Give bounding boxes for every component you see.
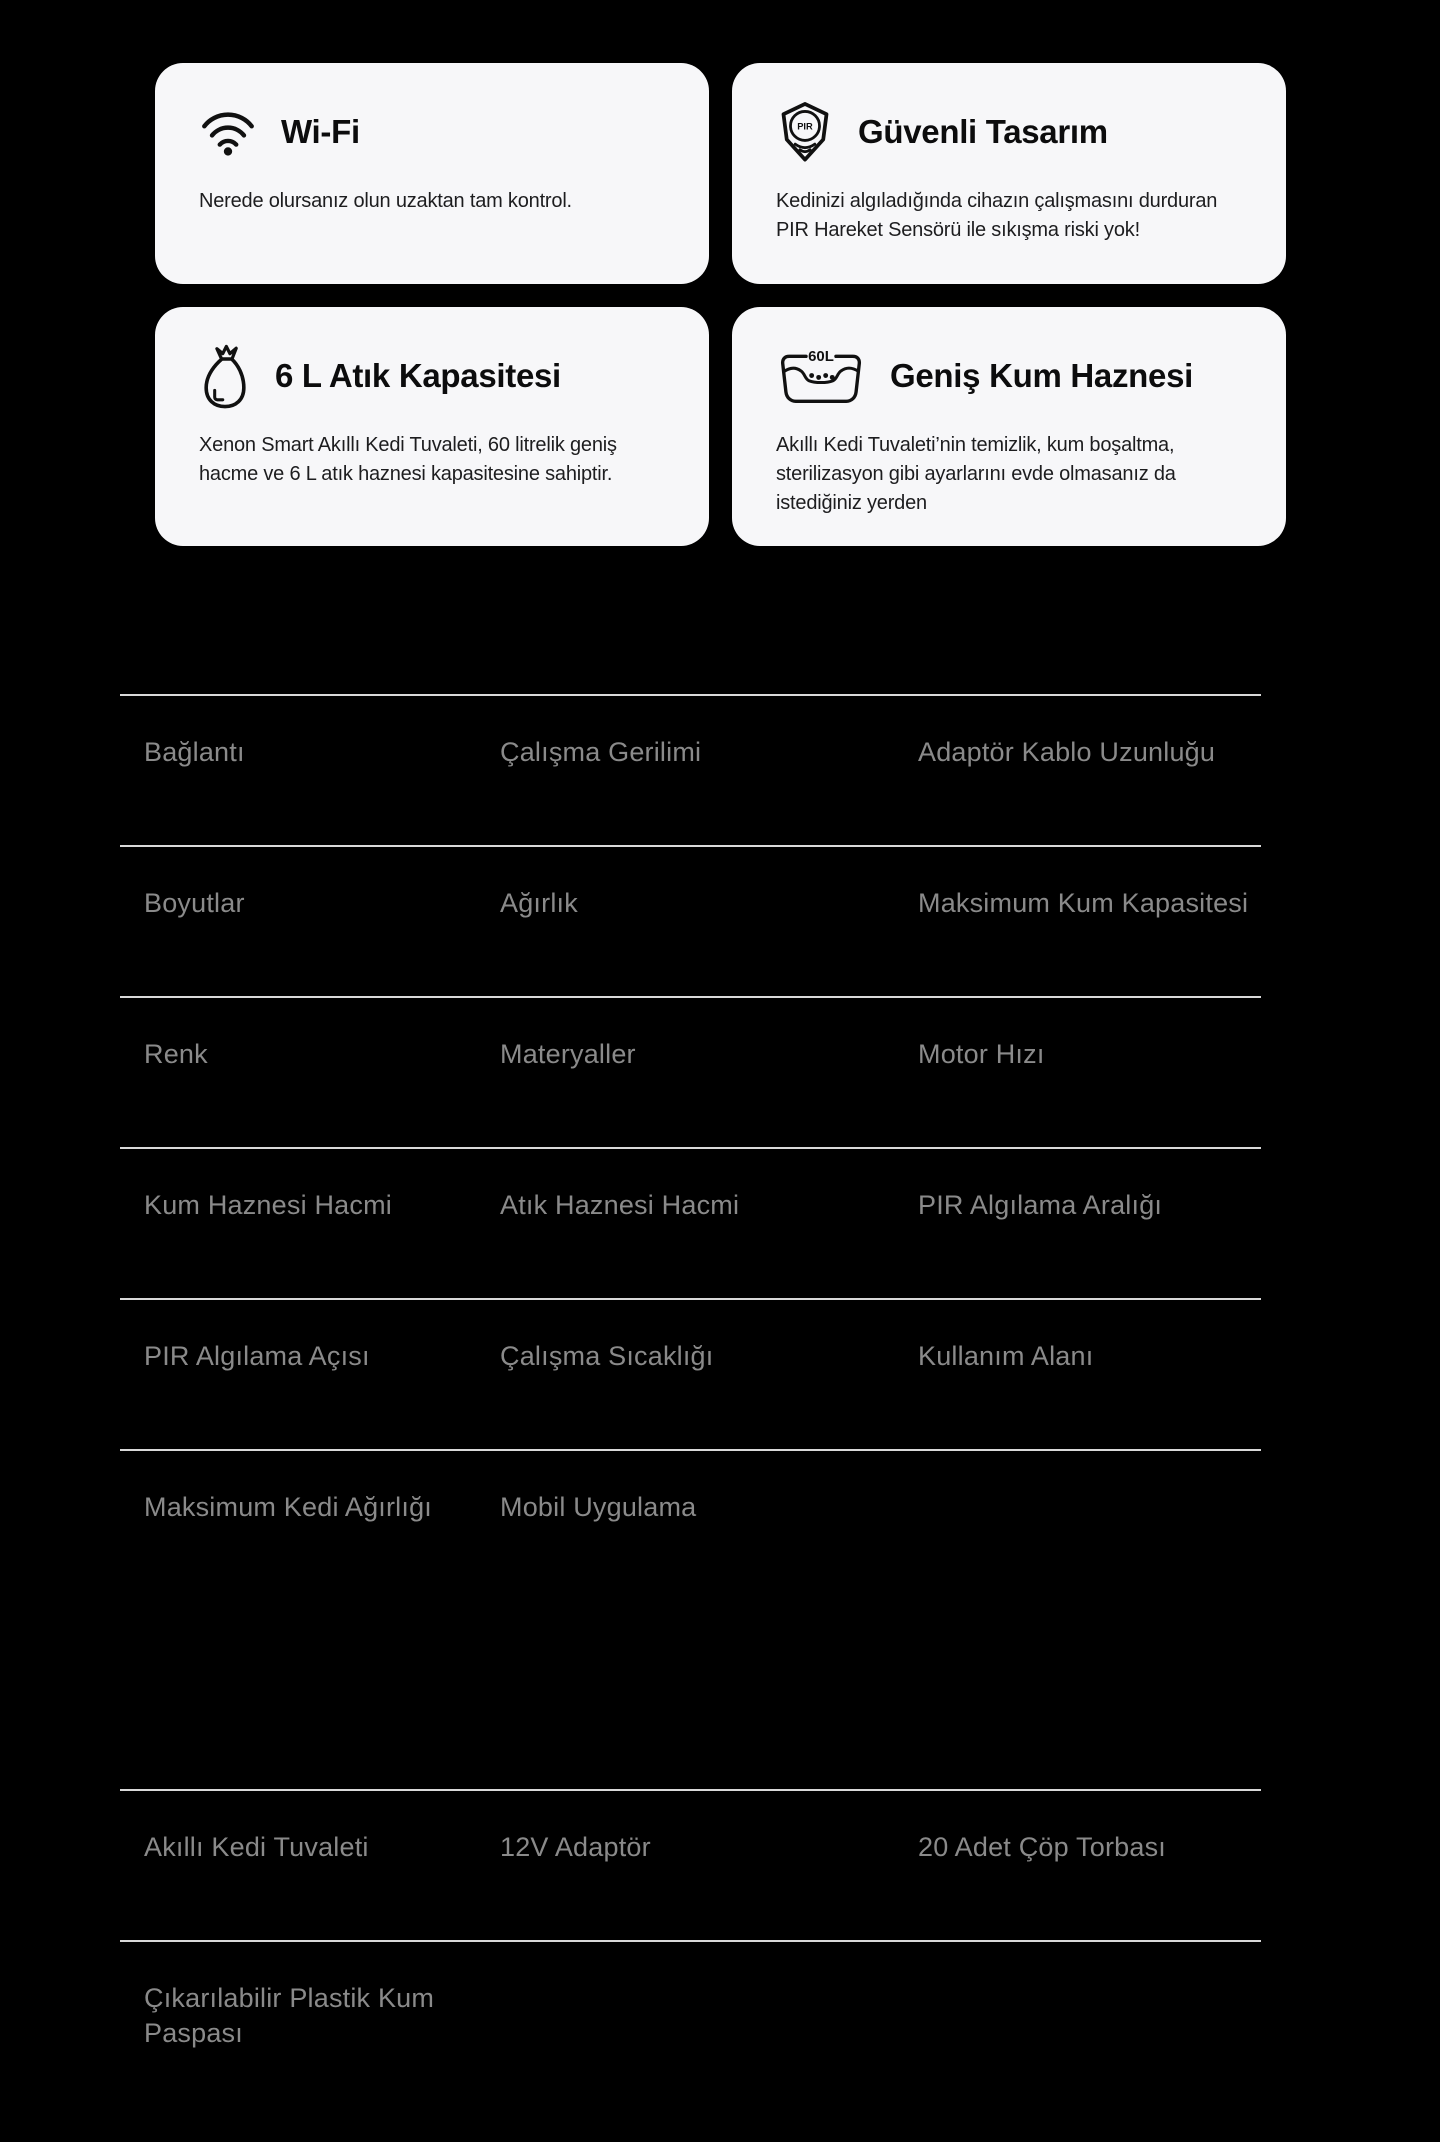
feature-card-title: 6 L Atık Kapasitesi bbox=[275, 357, 561, 394]
feature-card-header bbox=[776, 93, 1242, 171]
feature-card-wifi bbox=[155, 63, 709, 284]
spec-row-materials bbox=[120, 996, 1261, 1147]
spec-label: Kullanım Alanı bbox=[918, 1341, 1094, 1371]
spec-row-dimensions bbox=[120, 845, 1261, 996]
spec-label: Atık Haznesi Hacmi bbox=[500, 1190, 740, 1220]
feature-card-description: Nerede olursanız olun uzaktan tam kontrol. bbox=[199, 190, 572, 212]
spec-label: Materyaller bbox=[500, 1039, 636, 1069]
spec-label: Çalışma Gerilimi bbox=[500, 737, 702, 767]
wifi-icon bbox=[199, 109, 257, 156]
spec-label: Motor Hızı bbox=[918, 1039, 1045, 1069]
feature-card-description: Kedinizi algıladığında cihazın çalışmasını durduran PIR Hareket Sensörü ile sıkışma riski yok! bbox=[776, 190, 1218, 241]
spec-label: Çıkarılabilir Plastik Kum Paspası bbox=[144, 1983, 435, 2048]
feature-cards-section bbox=[155, 63, 1286, 546]
spec-row-volumes bbox=[120, 1147, 1261, 1298]
waste-bag-icon bbox=[199, 343, 251, 410]
spec-label: Ağırlık bbox=[500, 888, 578, 918]
spec-label: Adaptör Kablo Uzunluğu bbox=[918, 737, 1216, 767]
spec-label: PIR Algılama Aralığı bbox=[918, 1190, 1163, 1220]
spec-label: Çalışma Sıcaklığı bbox=[500, 1341, 714, 1371]
spec-label: Kum Haznesi Hacmi bbox=[144, 1190, 392, 1220]
spec-row-package-contents bbox=[120, 1789, 1261, 1940]
spec-label: Renk bbox=[144, 1039, 208, 1069]
litter-box-icon bbox=[776, 347, 866, 405]
spec-table-section bbox=[120, 694, 1261, 2135]
spec-row-operating bbox=[120, 1298, 1261, 1449]
pir-icon-label: PIR bbox=[797, 121, 813, 132]
spec-row-app bbox=[120, 1449, 1261, 1789]
feature-card-title: Güvenli Tasarım bbox=[858, 113, 1108, 150]
feature-card-title: Wi-Fi bbox=[281, 113, 360, 150]
spec-label: Boyutlar bbox=[144, 888, 245, 918]
spec-label: 20 Adet Çöp Torbası bbox=[918, 1832, 1166, 1862]
feature-card-header bbox=[199, 337, 665, 415]
feature-card-header bbox=[199, 93, 665, 171]
feature-card-safe-design bbox=[732, 63, 1286, 284]
spec-label: 12V Adaptör bbox=[500, 1832, 651, 1862]
spec-label: Maksimum Kedi Ağırlığı bbox=[144, 1492, 432, 1522]
feature-card-header bbox=[776, 337, 1242, 415]
spec-label: PIR Algılama Açısı bbox=[144, 1341, 370, 1371]
feature-card-litter-capacity bbox=[732, 307, 1286, 546]
spec-row-litter-mat bbox=[120, 1940, 1261, 2135]
pir-shield-icon bbox=[776, 101, 834, 163]
feature-card-description: Xenon Smart Akıllı Kedi Tuvaleti, 60 litrelik geniş hacme ve 6 L atık haznesi kapasitesine sahiptir. bbox=[199, 434, 617, 485]
spec-label: Bağlantı bbox=[144, 737, 245, 767]
spec-label: Mobil Uygulama bbox=[500, 1492, 697, 1522]
spec-row-connectivity bbox=[120, 694, 1261, 845]
spec-label: Akıllı Kedi Tuvaleti bbox=[144, 1832, 369, 1862]
feature-card-title: Geniş Kum Haznesi bbox=[890, 357, 1193, 394]
feature-card-description: Akıllı Kedi Tuvaleti’nin temizlik, kum boşaltma, sterilizasyon gibi ayarlarını evde olmasanız da istediğiniz yerden bbox=[776, 434, 1176, 514]
spec-label: Maksimum Kum Kapasitesi bbox=[918, 888, 1249, 918]
feature-card-waste-capacity bbox=[155, 307, 709, 546]
litter-box-icon-label: 60L bbox=[808, 348, 834, 366]
